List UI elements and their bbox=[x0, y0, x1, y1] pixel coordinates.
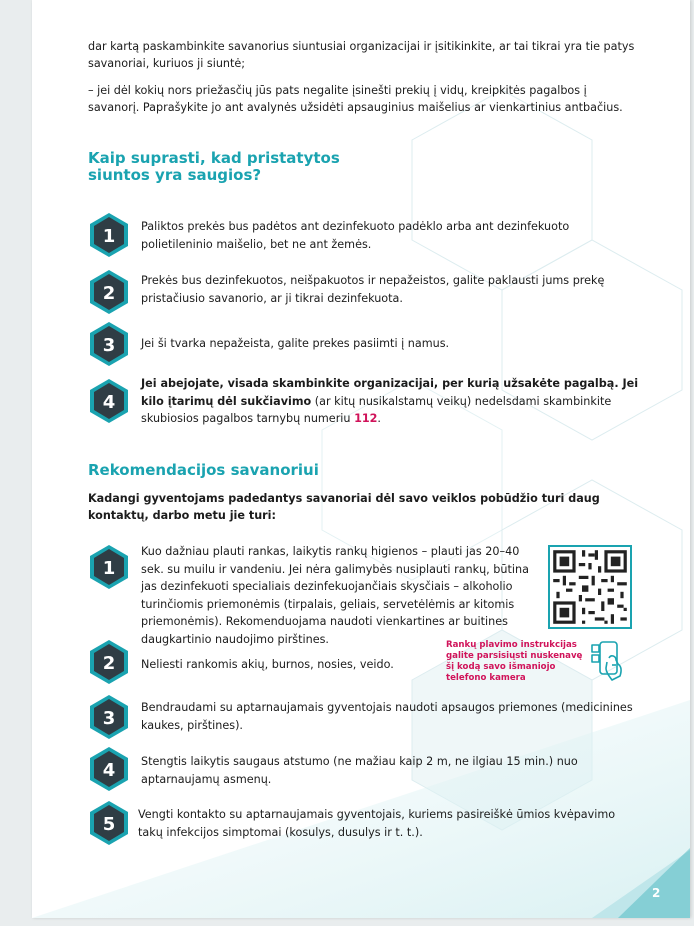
section1-title-line2: siuntos yra saugios? bbox=[88, 166, 262, 184]
badge-number: 2 bbox=[102, 283, 116, 304]
qr-code-pattern bbox=[550, 547, 630, 627]
number-badge-s2-5 bbox=[88, 800, 130, 846]
section1-title bbox=[88, 150, 340, 184]
badge-number: 1 bbox=[102, 226, 116, 247]
emergency-number: 112 bbox=[354, 412, 378, 425]
section1-item-3: Jei ši tvarka nepažeista, galite prekes pasiimti į namus. bbox=[141, 337, 450, 350]
intro-paragraph-2: – jei dėl kokių nors priežasčių jūs pats negalite įsinešti prekių į vidų, kreipkitės pagalbos į savanorį. Paprašykite jo ant avalynės užsidėti apsauginius maišelius ar vienkartinius antbačius. bbox=[88, 84, 623, 114]
section2-item-2: Neliesti rankomis akių, burnos, nosies, veido. bbox=[141, 658, 394, 671]
section2-item-4: Stengtis laikytis saugaus atstumo (ne mažiau kaip 2 m, ne ilgiau 15 min.) nuo aptarnaujamų asmenų. bbox=[141, 755, 578, 786]
item4-bold: Jei abejojate, visada skambinkite organizacijai, per kurią užsakėte pagalbą. Jei kilo įtarimų dėl sukčiavimo bbox=[141, 377, 639, 408]
phone-scan-icon bbox=[590, 640, 634, 684]
number-badge-s2-1 bbox=[88, 544, 130, 590]
section1-item-4 bbox=[141, 375, 641, 428]
badge-number: 3 bbox=[102, 708, 116, 729]
section2-item-1: Kuo dažniau plauti rankas, laikytis rankų higienos – plauti jas 20–40 sek. su muilu ir vandeniu. Jei nėra galimybės nusiplauti rankų, būtina jas dezinfekuoti specialiais dezinfekuojančiais skysčiais – alkoholio turinčiomis priemonėmis (tirpalais, geliais, servetėlėmis ar kitomis priemonėmis). Rekomenduojama naudoti vienkartines ar buitines daugkartinio naudojimo pirštines. bbox=[141, 545, 529, 646]
number-badge-2 bbox=[88, 269, 130, 315]
number-badge-4 bbox=[88, 378, 130, 424]
page-number: 2 bbox=[652, 886, 661, 900]
number-badge-3 bbox=[88, 321, 130, 367]
document-page bbox=[32, 0, 690, 918]
number-badge-s2-3 bbox=[88, 694, 130, 740]
number-badge-s2-2 bbox=[88, 639, 130, 685]
badge-number: 1 bbox=[102, 558, 116, 579]
item4-rest: (ar kitų nusikalstamų veikų) nedelsdami skambinkite skubiosios pagalbos tarnybų numeriu bbox=[141, 394, 612, 425]
badge-number: 4 bbox=[102, 760, 116, 781]
badge-number: 4 bbox=[102, 392, 116, 413]
qr-caption: Rankų plavimo instrukcijas galite parsisiųsti nuskenavę šį kodą savo išmaniojo telefono kamera bbox=[446, 640, 583, 683]
qr-code[interactable] bbox=[548, 545, 632, 629]
item4-end: . bbox=[377, 412, 381, 425]
section2-lead: Kadangi gyventojams padedantys savanoriai dėl savo veiklos pobūdžio turi daug kontaktų, darbo metu jie turi: bbox=[88, 492, 600, 522]
section2-item-3: Bendraudami su aptarnaujamais gyventojais naudoti apsaugos priemones (medicinines kaukes, pirštines). bbox=[141, 701, 633, 732]
badge-number: 3 bbox=[102, 335, 116, 356]
badge-number: 2 bbox=[102, 653, 116, 674]
section1-item-1: Paliktos prekės bus padėtos ant dezinfekuoto padėklo arba ant dezinfekuoto polietileninio maišelio, bet ne ant žemės. bbox=[141, 220, 570, 251]
number-badge-s2-4 bbox=[88, 746, 130, 792]
section1-title-line1: Kaip suprasti, kad pristatytos bbox=[88, 149, 340, 167]
badge-number: 5 bbox=[102, 814, 116, 835]
section2-item-5: Vengti kontakto su aptarnaujamais gyventojais, kuriems pasireiškė ūmios kvėpavimo takų infekcijos simptomai (kosulys, dusulys ir t. t.). bbox=[138, 808, 616, 839]
section2-title: Rekomendacijos savanoriui bbox=[88, 461, 319, 479]
intro-paragraph-1: dar kartą paskambinkite savanorius siuntusiai organizacijai ir įsitikinkite, ar tai tikrai yra tie patys savanoriai, kuriuos ji siuntė; bbox=[88, 40, 635, 70]
section1-item-2: Prekės bus dezinfekuotos, neišpakuotos ir nepažeistos, galite paklausti jums prekę pristačiusio savanorio, ar ji tikrai dezinfekuota. bbox=[141, 274, 605, 305]
number-badge-1 bbox=[88, 212, 130, 258]
